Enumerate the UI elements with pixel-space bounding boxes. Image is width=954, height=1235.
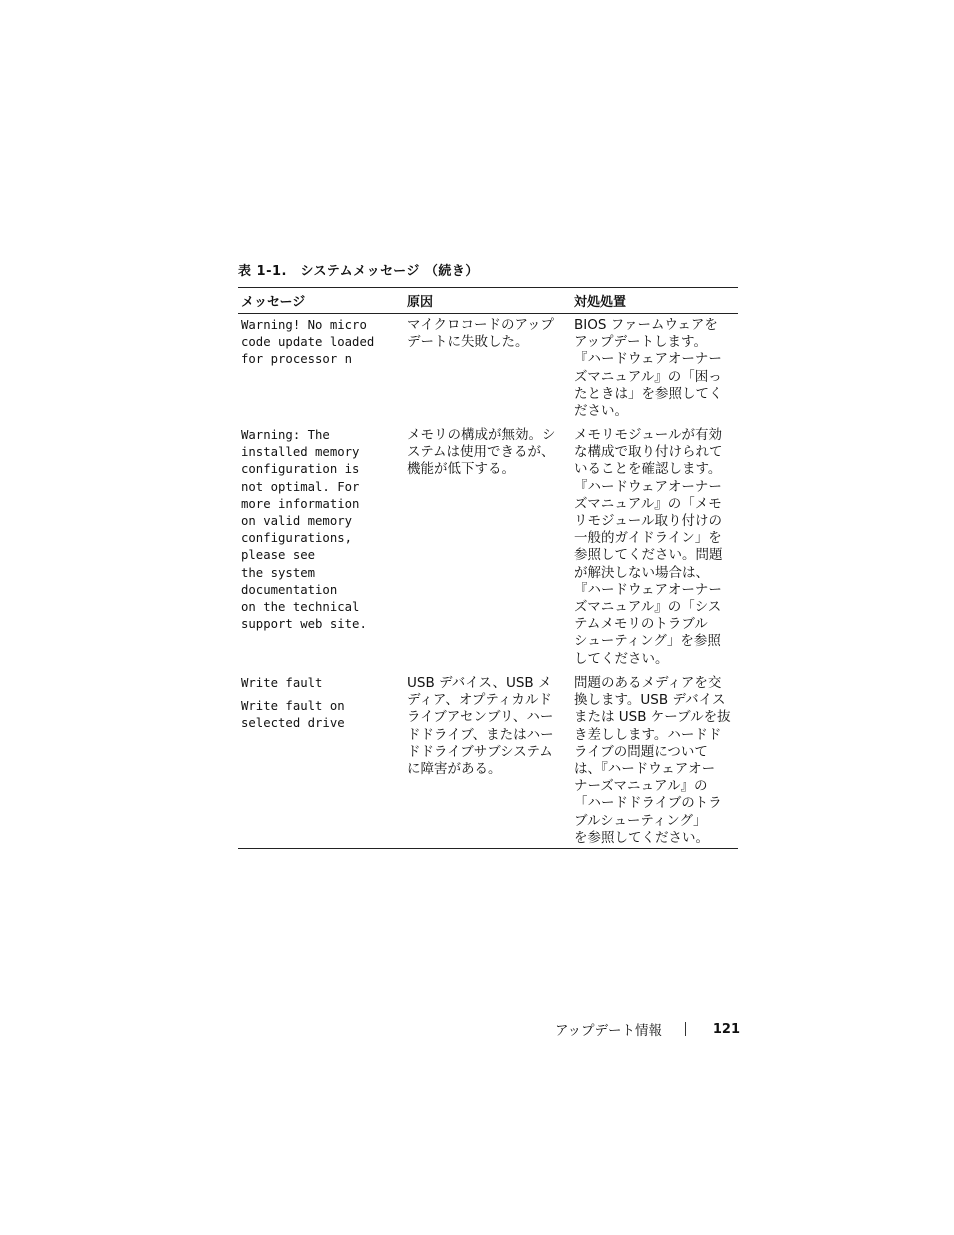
- message-line: Write fault on selected drive: [241, 699, 345, 731]
- table-row: [238, 424, 738, 672]
- table-row: [238, 314, 738, 424]
- cause-cell: マイクロコードのアップ デートに失敗した。: [407, 317, 555, 351]
- header-action: 対処処置: [574, 295, 627, 310]
- message-line: Write fault: [241, 676, 323, 690]
- action-cell: BIOS ファームウェアを アップデートします。 『ハードウェアオーナー ズマニュアル』の「困っ たときは」を参照してく ださい。: [574, 317, 723, 420]
- cause-cell: メモリの構成が無効。シ ステムは使用できるが、 機能が低下する。: [407, 427, 556, 478]
- message-cell: Warning: The installed memory configuration is not optimal. For more information on valid memory configurations, please see the system documentation on the technical support web site.: [241, 428, 367, 632]
- action-cell: 問題のあるメディアを交 換します。USB デバイス または USB ケーブルを抜 き差しします。ハードド ライブの問題について は、『ハードウェアオー ナーズマニュアル』の 「ハードドライブのトラ ブルシューティング」 を参照してください。: [574, 675, 731, 846]
- footer-divider: [685, 1022, 686, 1036]
- header-message: メッセージ: [241, 295, 306, 310]
- page-number: 121: [712, 1021, 740, 1037]
- table-caption: 表 1-1. システムメッセージ （続き）: [238, 264, 479, 279]
- cause-cell: USB デバイス、USB メ ディア、オプティカルド ライブアセンブリ、ハー ドドライブ、またはハー ドドライブサブシステム に障害がある。: [407, 675, 554, 778]
- message-cell: [238, 675, 404, 848]
- message-cell: Warning! No micro code update loaded for processor n: [241, 318, 375, 367]
- action-cell: メモリモジュールが有効 な構成で取り付けられて いることを確認します。 『ハードウェアオーナー ズマニュアル』の「メモ リモジュール取り付けの 一般的ガイドライン」を 参照してください。問題 が解決しない場合は、 『ハードウェアオーナー ズマニュアル』の「シス テムメモリのトラブル シューティング」を参照 してください。: [574, 427, 723, 667]
- table-header-row: [238, 288, 738, 314]
- footer-section-title: アップデート情報: [555, 1023, 663, 1039]
- page-footer: [555, 1019, 740, 1039]
- table-row: [238, 672, 738, 848]
- header-cause: 原因: [407, 295, 434, 310]
- system-messages-table: [238, 287, 738, 849]
